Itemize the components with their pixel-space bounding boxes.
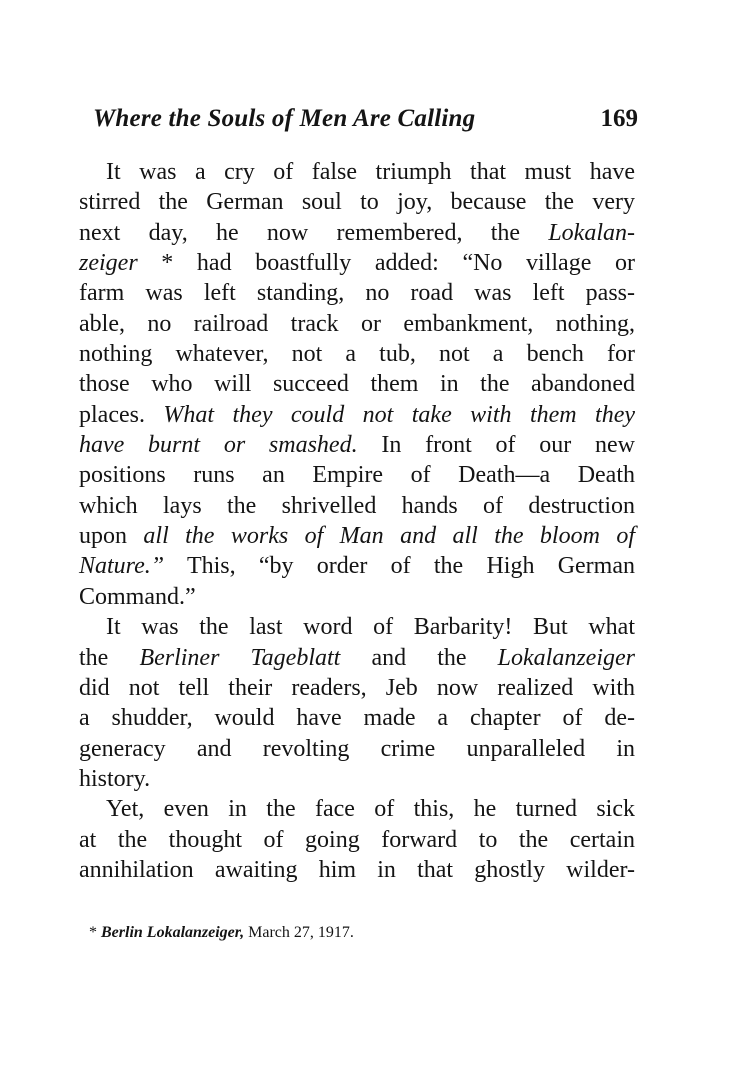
text-run: In front of our new xyxy=(357,432,635,459)
footnote xyxy=(89,923,354,943)
italic-text-run: Lokalanzeiger xyxy=(497,644,635,671)
text-line xyxy=(79,491,635,521)
italic-text-run: have burnt or smashed. xyxy=(79,432,358,459)
text-run: those who will succeed them in the abandoned xyxy=(79,371,635,398)
text-line xyxy=(79,734,635,764)
running-title: Where the Souls of Men Are Calling xyxy=(93,105,476,132)
text-line xyxy=(79,703,635,733)
text-run: which lays the shrivelled hands of destruction xyxy=(79,492,635,519)
text-run: able, no railroad track or embankment, nothing, xyxy=(79,310,635,337)
text-run: This, “by order of the High German xyxy=(164,553,635,580)
italic-text-run: all the works of Man and all the bloom of xyxy=(143,523,636,550)
footnote-marker: * xyxy=(89,924,101,941)
text-run: the xyxy=(79,644,140,671)
body-text xyxy=(79,157,635,885)
text-run: * had boastfully added: “No village or xyxy=(137,250,635,277)
text-run: upon xyxy=(79,523,144,550)
text-line xyxy=(79,339,635,369)
text-line xyxy=(79,309,635,339)
text-line xyxy=(79,430,635,460)
text-line xyxy=(79,855,635,885)
text-line xyxy=(79,643,635,673)
italic-text-run: Lokalan- xyxy=(548,219,635,246)
text-run: generacy and revolting crime unparalleled in xyxy=(79,735,635,762)
text-run: stirred the German soul to joy, because the very xyxy=(79,189,635,216)
text-run: next day, he now remembered, the xyxy=(79,219,549,246)
text-line xyxy=(79,551,635,581)
text-run: places. xyxy=(79,401,164,428)
text-run: did not tell their readers, Jeb now realized with xyxy=(79,674,635,701)
text-line xyxy=(79,187,635,217)
page-number: 169 xyxy=(600,105,638,132)
text-run: at the thought of going forward to the certain xyxy=(79,826,635,853)
text-run: farm was left standing, no road was left pass- xyxy=(79,280,635,307)
text-run: Command.” xyxy=(79,583,196,610)
text-line xyxy=(79,248,635,278)
footnote-source: Berlin Lokalanzeiger, xyxy=(101,924,245,941)
text-run: history. xyxy=(79,765,151,792)
text-run: Yet, even in the face of this, he turned sick xyxy=(106,796,635,823)
text-run: and the xyxy=(340,644,498,671)
italic-text-run: Nature.” xyxy=(79,553,165,580)
italic-text-run: Berliner Tageblatt xyxy=(139,644,341,671)
text-line xyxy=(79,521,635,551)
text-line xyxy=(79,673,635,703)
text-line xyxy=(79,278,635,308)
text-run: positions runs an Empire of Death—a Death xyxy=(79,462,635,489)
text-line xyxy=(79,582,635,612)
text-line xyxy=(79,825,635,855)
footnote-date: March 27, 1917. xyxy=(244,924,354,941)
italic-text-run: zeiger xyxy=(79,250,138,277)
running-header xyxy=(93,104,638,134)
text-line xyxy=(79,612,635,642)
text-line xyxy=(79,764,635,794)
text-run: nothing whatever, not a tub, not a bench for xyxy=(79,341,635,368)
text-line xyxy=(79,400,635,430)
text-line xyxy=(79,218,635,248)
text-run: It was the last word of Barbarity! But what xyxy=(106,614,635,641)
text-run: a shudder, would have made a chapter of de- xyxy=(79,705,635,732)
text-run: annihilation awaiting him in that ghostly wilder- xyxy=(79,856,635,883)
text-line xyxy=(79,369,635,399)
text-line xyxy=(79,460,635,490)
italic-text-run: What they could not take with them they xyxy=(163,401,636,428)
text-run: It was a cry of false triumph that must have xyxy=(106,159,635,185)
text-line xyxy=(79,794,635,824)
text-line xyxy=(79,157,635,187)
